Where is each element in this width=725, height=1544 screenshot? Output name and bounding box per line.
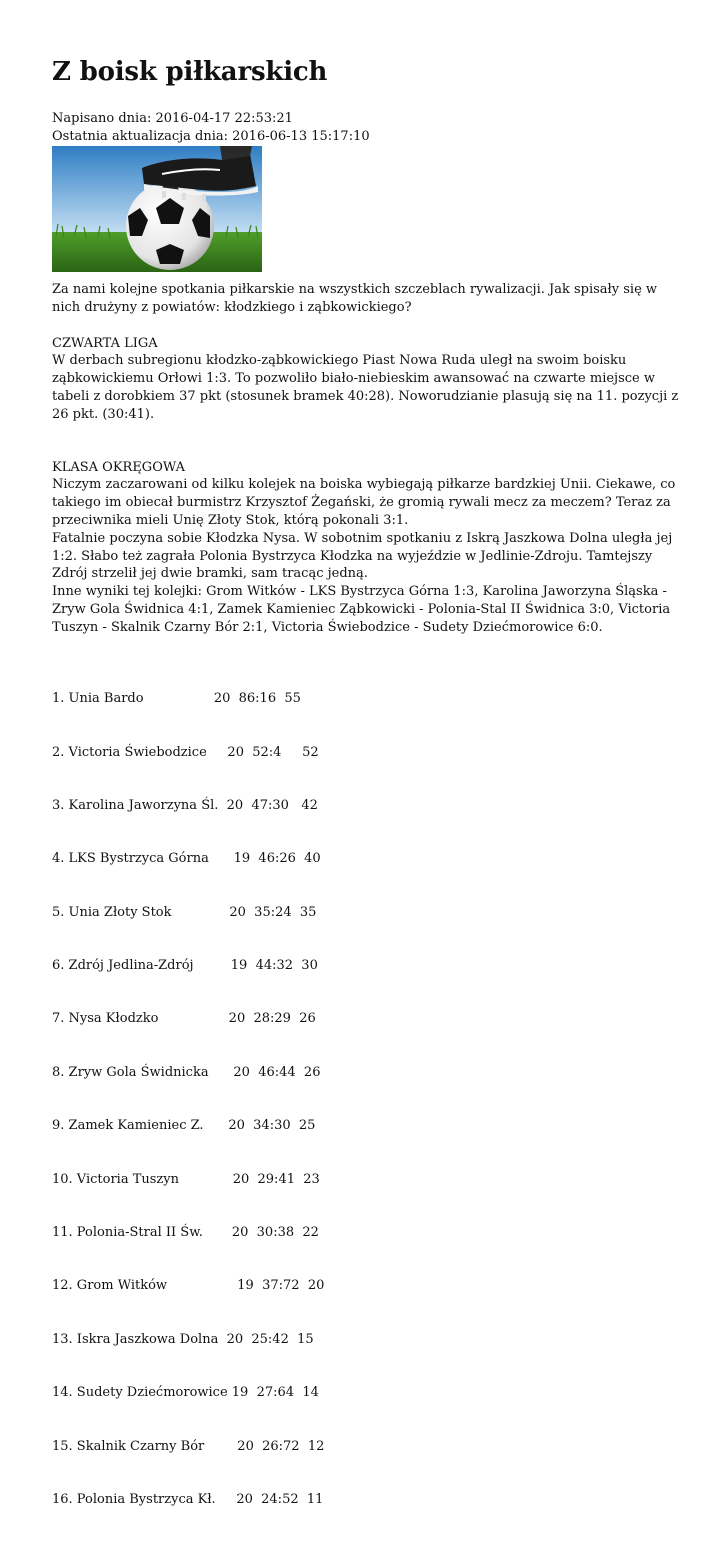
standings-row: 9. Zamek Kamieniec Z. 20 34:30 25 <box>52 1118 316 1134</box>
standings-row: 8. Zryw Gola Świdnicka 20 46:44 26 <box>52 1064 321 1080</box>
standings-row: 6. Zdrój Jedlina-Zdrój 19 44:32 30 <box>52 958 318 974</box>
standings-row: 3. Karolina Jaworzyna Śl. 20 47:30 42 <box>52 797 318 813</box>
section-heading-czwarta-liga: CZWARTA LIGA <box>52 335 158 351</box>
standings-row: 2. Victoria Świebodzice 20 52:4 52 <box>52 744 319 760</box>
standings-row: 15. Skalnik Czarny Bór 20 26:72 12 <box>52 1438 325 1454</box>
standings-row: 7. Nysa Kłodzko 20 28:29 26 <box>52 1011 316 1027</box>
klasa-paragraph-1: Niczym zaczarowani od kilku kolejek na boiska wybiegają piłkarze bardzkiej Unii. Ciekawe, co takiego im obiecał burmistrz Krzysztof Żegański, że gromią rywali mecz za meczem? Teraz za przeciwnika mieli Unię Złoty Stok, którą pokonali 3:1. <box>52 477 676 528</box>
standings-row: 16. Polonia Bystrzyca Kł. 20 24:52 11 <box>52 1492 324 1507</box>
section-heading-klasa-okregowa: KLASA OKRĘGOWA <box>52 459 185 475</box>
standings-table <box>52 655 682 1544</box>
standings-row: 1. Unia Bardo 20 86:16 55 <box>52 691 301 707</box>
standings-row: 12. Grom Witków 19 37:72 20 <box>52 1278 325 1294</box>
article <box>52 52 682 1544</box>
section-body-czwarta-liga: W derbach subregionu kłodzko-ząbkowickiego Piast Nowa Ruda uległ na swoim boisku ząbkowickiemu Orłowi 1:3. To pozwoliło biało-niebieskim awansować na czwarte miejsce w tabeli z dorobkiem 37 pkt (stosunek bramek 40:28). Noworudzianie plasują się na 11. pozycji z 26 pkt. (30:41). <box>52 353 679 422</box>
klasa-paragraph-3: Inne wyniki tej kolejki: Grom Witków - LKS Bystrzyca Górna 1:3, Karolina Jaworzyna Śląska - Zryw Gola Świdnica 4:1, Zamek Kamieniec Ząbkowicki - Polonia-Stal II Świdnica 3:0, Victoria Tuszyn - Skalnik Czarny Bór 2:1, Victoria Świebodzice - Sudety Dziećmorowice 6:0. <box>52 584 671 635</box>
intro-paragraph: Za nami kolejne spotkania piłkarskie na wszystkich szczeblach rywalizacji. Jak spisały się w nich drużyny z powiatów: kłodzkiego i ząbkowickiego? <box>52 282 658 315</box>
standings-row: 10. Victoria Tuszyn 20 29:41 23 <box>52 1171 320 1187</box>
article-meta <box>52 110 682 145</box>
article-title: Z boisk piłkarskich <box>52 57 328 87</box>
klasa-paragraph-2: Fatalnie poczyna sobie Kłodzka Nysa. W sobotnim spotkaniu z Iskrą Jaszkowa Dolna uległa jej 1:2. Słabo też zagrała Polonia Bystrzyca Kłodzka na wyjeździe w Jedlinie-Zdroju. Tamtejszy Zdrój strzelił jej dwie bramki, sam tracąc jedną. <box>52 530 673 582</box>
standings-row: 4. LKS Bystrzyca Górna 19 46:26 40 <box>52 851 321 867</box>
updated-date: Ostatnia aktualizacja dnia: 2016-06-13 15:17:10 <box>52 128 370 144</box>
written-date: Napisano dnia: 2016-04-17 22:53:21 <box>52 111 293 126</box>
standings-row: 5. Unia Złoty Stok 20 35:24 35 <box>52 904 317 920</box>
standings-row: 11. Polonia-Stral II Św. 20 30:38 22 <box>52 1225 319 1241</box>
standings-row: 13. Iskra Jaszkowa Dolna 20 25:42 15 <box>52 1331 314 1347</box>
soccer-ball-cleat-photo <box>52 146 262 272</box>
standings-row: 14. Sudety Dziećmorowice 19 27:64 14 <box>52 1385 319 1401</box>
